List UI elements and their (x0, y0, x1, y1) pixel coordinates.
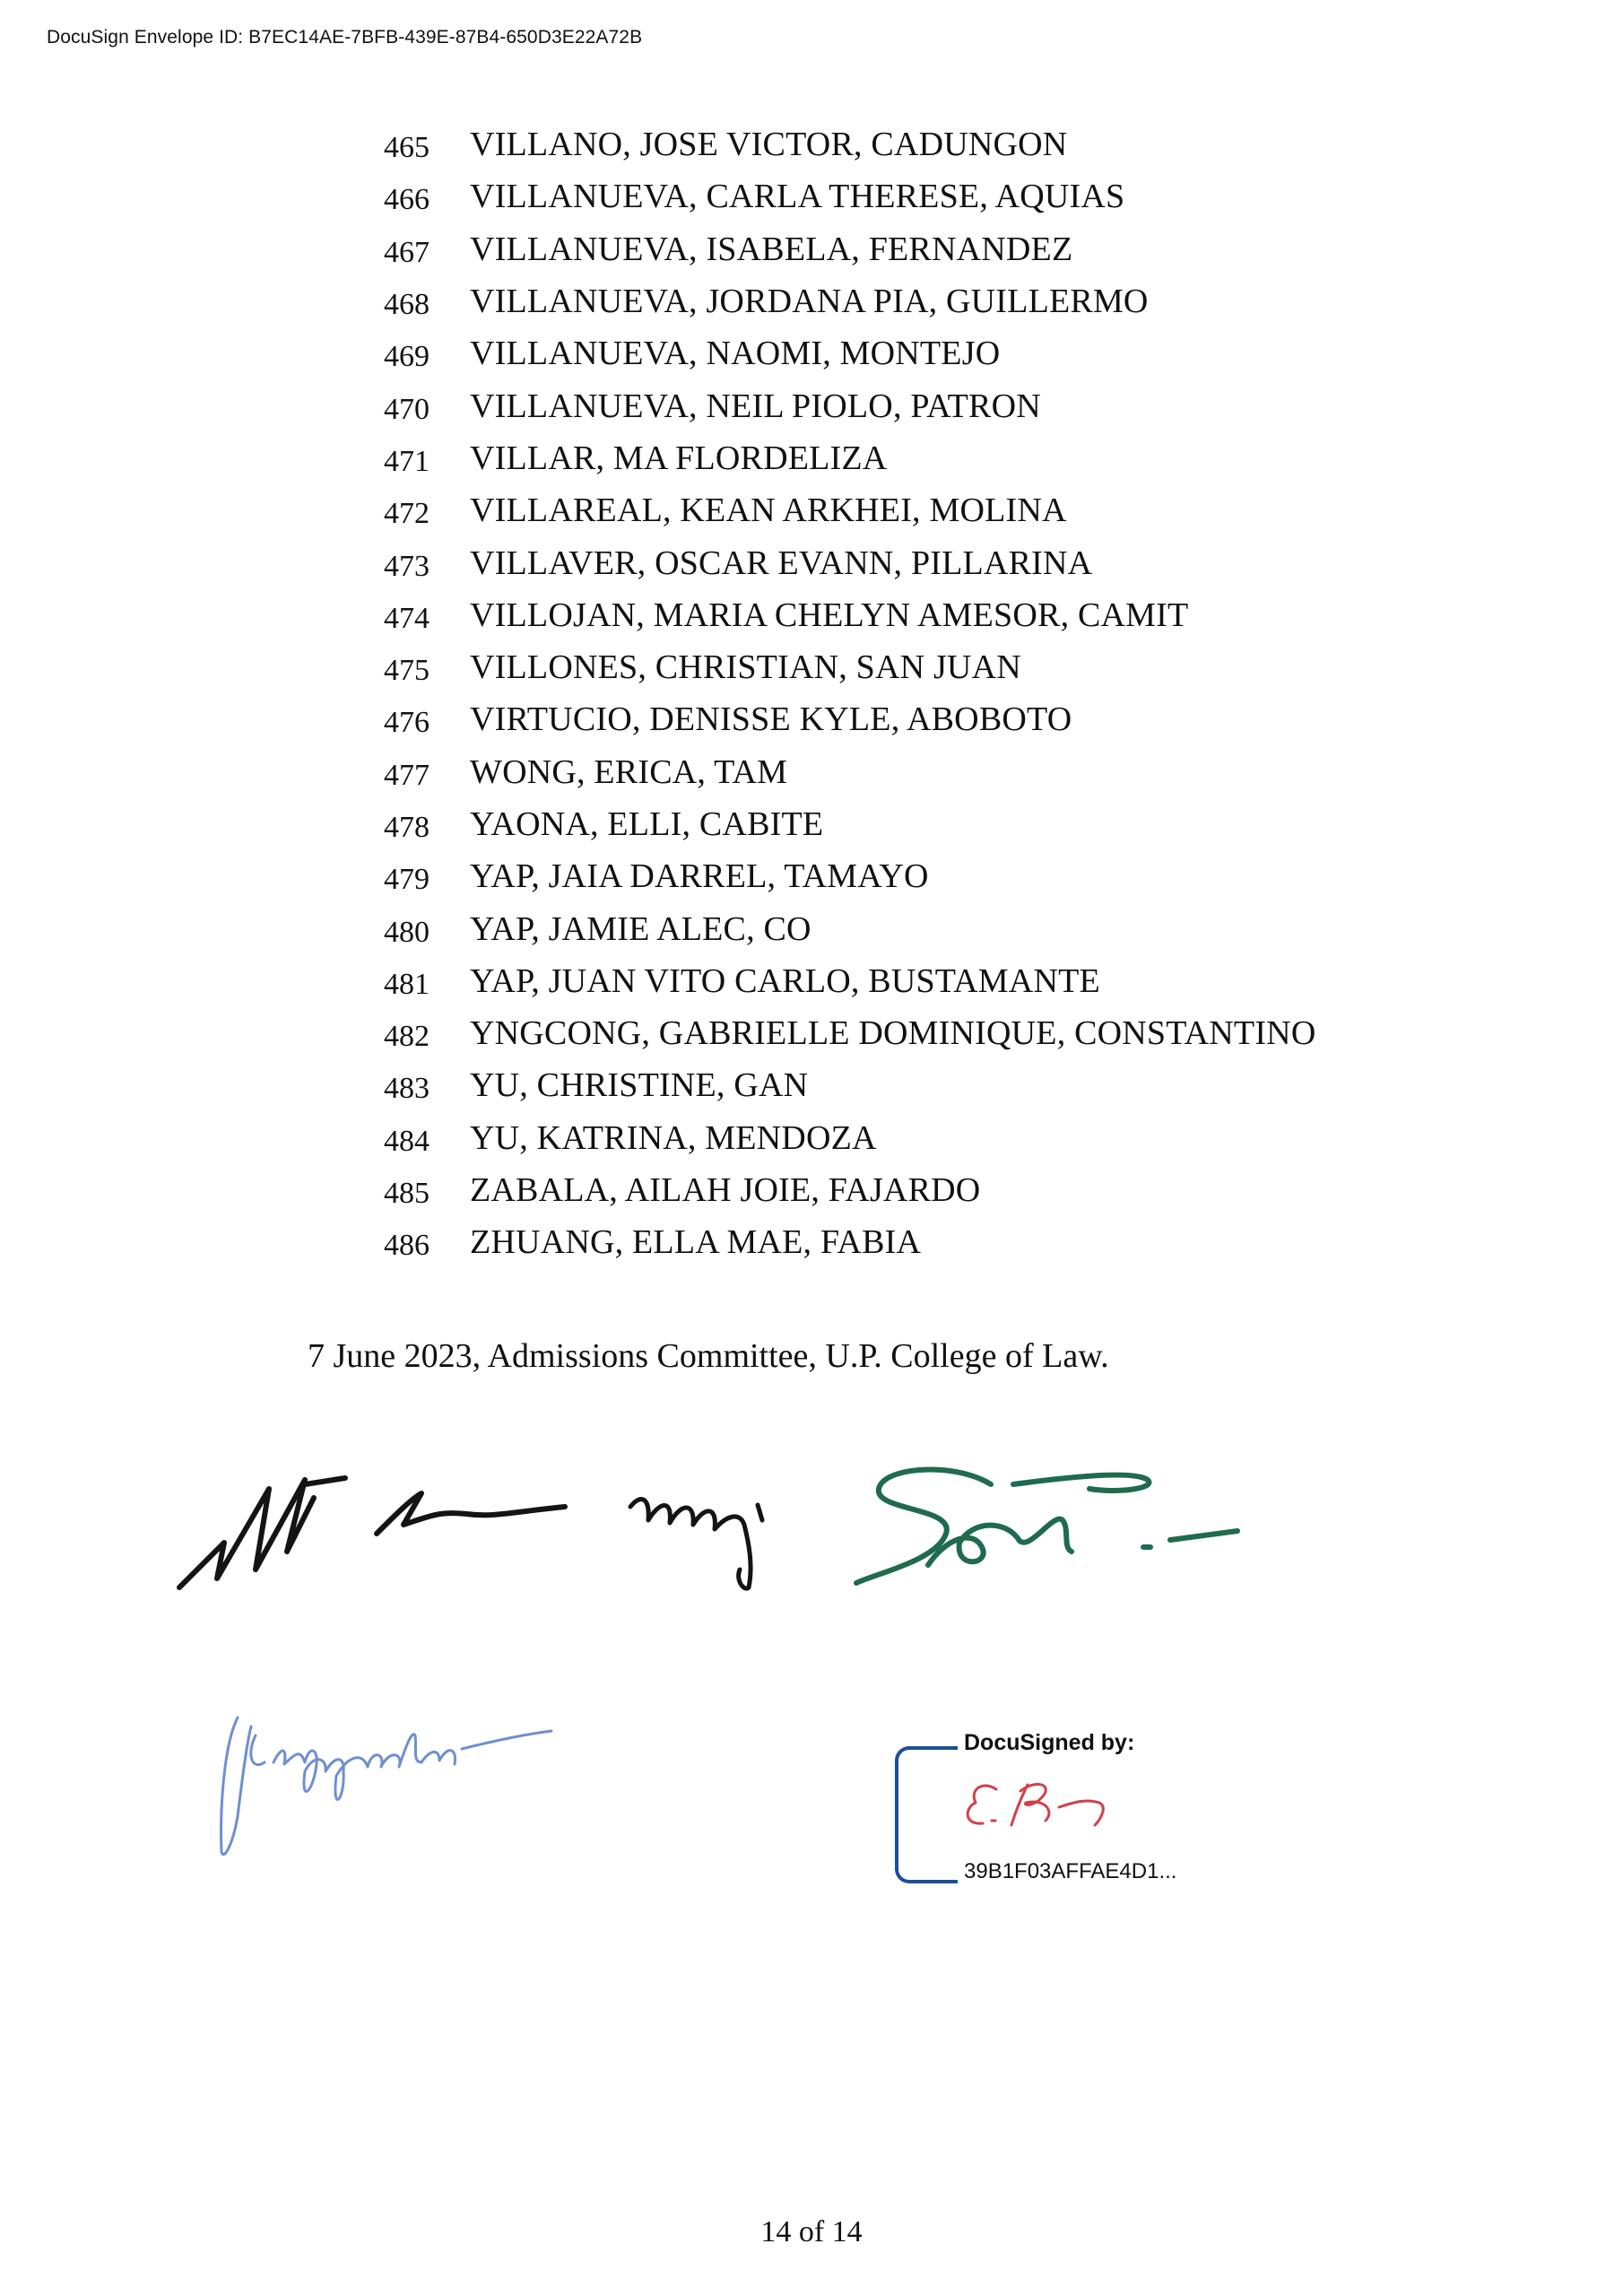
list-item (384, 327, 1460, 379)
signature-4 (211, 1709, 569, 1866)
list-item-name: ZHUANG, ELLA MAE, FABIA (470, 1223, 922, 1262)
list-item (384, 902, 1460, 954)
list-item-name: YAP, JAIA DARREL, TAMAYO (470, 857, 929, 896)
list-item (384, 850, 1460, 902)
list-item (384, 1164, 1460, 1216)
list-item-name: VILLONES, CHRISTIAN, SAN JUAN (470, 648, 1021, 687)
list-item (384, 484, 1460, 536)
list-item-number: 480 (384, 915, 430, 949)
list-item (384, 1007, 1460, 1059)
list-item-name: YAONA, ELLI, CABITE (470, 805, 824, 843)
list-item-number: 486 (384, 1229, 430, 1263)
list-item-number: 476 (384, 706, 430, 740)
list-item-name: VILLAREAL, KEAN ARKHEI, MOLINA (470, 491, 1067, 530)
signature-3 (847, 1457, 1242, 1592)
list-item-number: 477 (384, 758, 430, 792)
list-item-number: 466 (384, 183, 430, 217)
list-item-number: 479 (384, 863, 430, 897)
list-item-name: VILLANUEVA, ISABELA, FERNANDEZ (470, 230, 1073, 268)
signature-1 (170, 1462, 583, 1596)
list-item (384, 118, 1460, 170)
list-item-number: 483 (384, 1072, 430, 1106)
list-item (384, 223, 1460, 275)
footer-statement: 7 June 2023, Admissions Committee, U.P. College of Law. (308, 1337, 1109, 1375)
list-item-number: 470 (384, 392, 430, 426)
list-item (384, 1112, 1460, 1164)
list-item-name: WONG, ERICA, TAM (470, 752, 788, 791)
list-item-name: VILLAR, MA FLORDELIZA (470, 439, 888, 477)
list-item (384, 641, 1460, 693)
list-item-number: 481 (384, 967, 430, 1001)
list-item-name: YAP, JUAN VITO CARLO, BUSTAMANTE (470, 961, 1100, 1000)
docusign-id: 39B1F03AFFAE4D1... (964, 1859, 1177, 1883)
list-item (384, 432, 1460, 484)
list-item-name: ZABALA, AILAH JOIE, FAJARDO (470, 1171, 981, 1210)
list-item-name: YNGCONG, GABRIELLE DOMINIQUE, CONSTANTINO (470, 1014, 1316, 1053)
signature-2 (623, 1480, 794, 1596)
docusign-stamp (895, 1726, 1236, 1883)
list-item-name: VIRTUCIO, DENISSE KYLE, ABOBOTO (470, 700, 1072, 739)
list-item (384, 275, 1460, 327)
list-item-number: 484 (384, 1124, 430, 1158)
docusign-envelope-id: DocuSign Envelope ID: B7EC14AE-7BFB-439E-87B4-650D3E22A72B (47, 27, 643, 48)
list-item-number: 485 (384, 1177, 430, 1211)
list-item-name: VILLAVER, OSCAR EVANN, PILLARINA (470, 544, 1093, 582)
list-item-number: 469 (384, 340, 430, 374)
list-item (384, 536, 1460, 588)
list-item-number: 468 (384, 288, 430, 322)
docusign-signature (920, 1771, 1189, 1834)
list-item-name: VILLANUEVA, JORDANA PIA, GUILLERMO (470, 283, 1149, 321)
page-number: 14 of 14 (760, 2215, 863, 2248)
list-item-name: VILLANUEVA, NAOMI, MONTEJO (470, 335, 1001, 373)
list-item (384, 798, 1460, 850)
list-item (384, 170, 1460, 222)
list-item (384, 955, 1460, 1007)
admittee-list (384, 118, 1460, 1269)
list-item (384, 693, 1460, 745)
list-item-name: YAP, JAMIE ALEC, CO (470, 909, 812, 948)
list-item-name: VILLOJAN, MARIA CHELYN AMESOR, CAMIT (470, 596, 1189, 634)
list-item-number: 467 (384, 235, 430, 269)
list-item-number: 471 (384, 444, 430, 478)
list-item (384, 379, 1460, 431)
list-item-number: 465 (384, 131, 430, 165)
list-item-number: 482 (384, 1020, 430, 1054)
list-item-name: VILLANUEVA, NEIL PIOLO, PATRON (470, 387, 1041, 425)
list-item-number: 472 (384, 497, 430, 531)
list-item-name: YU, KATRINA, MENDOZA (470, 1118, 877, 1157)
list-item-name: VILLANO, JOSE VICTOR, CADUNGON (470, 126, 1068, 164)
list-item (384, 589, 1460, 641)
list-item-name: VILLANUEVA, CARLA THERESE, AQUIAS (470, 178, 1125, 216)
list-item-number: 474 (384, 601, 430, 635)
docusign-label: DocuSigned by: (964, 1730, 1135, 1755)
list-item (384, 1059, 1460, 1111)
list-item-number: 478 (384, 811, 430, 844)
list-item-number: 475 (384, 654, 430, 688)
list-item (384, 1216, 1460, 1268)
list-item-number: 473 (384, 549, 430, 583)
list-item (384, 746, 1460, 798)
list-item-name: YU, CHRISTINE, GAN (470, 1066, 809, 1105)
